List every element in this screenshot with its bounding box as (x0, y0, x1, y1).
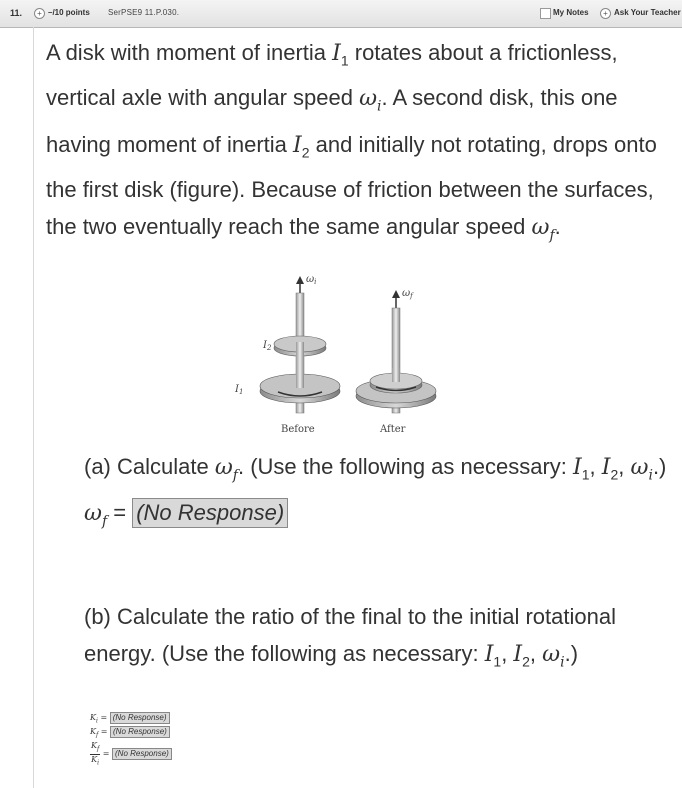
sub-f: f (549, 227, 555, 244)
sub-1: 1 (340, 52, 349, 69)
my-notes-checkbox[interactable] (540, 8, 551, 19)
var-omega: ω (542, 642, 561, 667)
sub-f: f (232, 467, 238, 484)
var-I: I (513, 642, 523, 667)
plus-circle-icon[interactable]: + (600, 8, 611, 19)
ratio-answer-row (90, 741, 172, 767)
var-K: K (91, 741, 97, 750)
points-label: –/10 points (48, 8, 90, 17)
sub-i: i (377, 98, 382, 115)
var-omega: ω (84, 501, 102, 527)
var-omega: ω (359, 86, 378, 112)
label-omega-f: $\omega_f$ (402, 288, 413, 300)
part-a-prompt (84, 448, 674, 541)
part-a-text: . (Use the following as necessary: (237, 454, 574, 479)
ki-answer-row (90, 712, 170, 725)
label-omega-i: $\omega_i$ (306, 274, 317, 286)
statement-text: rotates about a frictionless, vertical axle with angular speed (46, 40, 618, 111)
question-header (0, 0, 682, 28)
equals-sign: = (107, 500, 133, 526)
var-K: K (91, 754, 98, 764)
part-a-text: .) (652, 454, 667, 479)
part-b-text: (b) Calculate the ratio of the final to the initial rotational energy. (Use the following as necessary: (84, 604, 616, 666)
var-I: I (573, 455, 582, 480)
statement-text: and initially not rotating, drops onto the first disk (figure). Because of friction between the surfaces, the two eventually reach the same angular speed (46, 131, 657, 240)
var-I: I (484, 642, 494, 667)
after-assembly (356, 290, 436, 413)
comma: , (618, 454, 631, 479)
part-b-text: .) (564, 641, 579, 666)
var-I: I (332, 41, 341, 66)
my-notes-link[interactable]: My Notes (553, 8, 589, 17)
sub-i: i (97, 759, 100, 767)
sub-2: 2 (610, 466, 619, 483)
ratio-fraction (90, 741, 100, 767)
comma: , (501, 641, 514, 666)
kf-answer-row (90, 726, 170, 739)
left-rule (33, 27, 34, 788)
sub-1: 1 (581, 466, 590, 483)
sub-f: f (95, 731, 99, 739)
var-omega: ω (630, 455, 649, 480)
sub-i: i (560, 654, 565, 671)
var-I: I (293, 132, 302, 158)
part-a-text: (a) Calculate (84, 454, 215, 479)
sub-2: 2 (522, 653, 530, 670)
label-I1: $I_1$ (235, 384, 244, 396)
ratio-response-field[interactable]: (No Response) (112, 748, 172, 760)
caption-after: After (380, 424, 406, 435)
question-number: 11. (10, 8, 23, 18)
problem-code: SerPSE9 11.P.030. (108, 8, 180, 17)
sub-i: i (95, 717, 98, 725)
sub-2: 2 (301, 144, 310, 161)
kf-response-field[interactable]: (No Response) (110, 726, 170, 738)
statement-text: A disk with moment of inertia (46, 40, 333, 65)
equals-sign: = (97, 713, 110, 722)
ki-response-field[interactable]: (No Response) (110, 712, 170, 724)
var-I: I (601, 455, 611, 480)
sub-i: i (648, 467, 653, 484)
sub-1: 1 (493, 653, 502, 670)
var-omega: ω (214, 455, 233, 480)
equals-sign: = (98, 727, 111, 736)
part-b-prompt (84, 598, 674, 681)
sub-f: f (101, 513, 108, 530)
var-K: K (90, 713, 96, 722)
var-K: K (90, 727, 96, 736)
sub-f: f (96, 745, 100, 753)
problem-statement (46, 34, 666, 255)
var-omega: ω (531, 215, 550, 241)
plus-circle-icon[interactable]: + (34, 8, 45, 19)
comma: , (589, 454, 602, 479)
ask-teacher-link[interactable]: Ask Your Teacher (614, 8, 681, 17)
label-I2: $I_2$ (263, 340, 272, 352)
equals-sign: = (100, 749, 113, 759)
disks-figure (218, 268, 438, 443)
comma: , (529, 641, 543, 666)
caption-before: Before (281, 424, 315, 435)
omega-f-response-field[interactable]: (No Response) (132, 498, 288, 528)
before-assembly (260, 276, 340, 413)
statement-text: . (554, 214, 561, 240)
statement-text: . A second disk, this one having moment of inertia (46, 85, 618, 157)
